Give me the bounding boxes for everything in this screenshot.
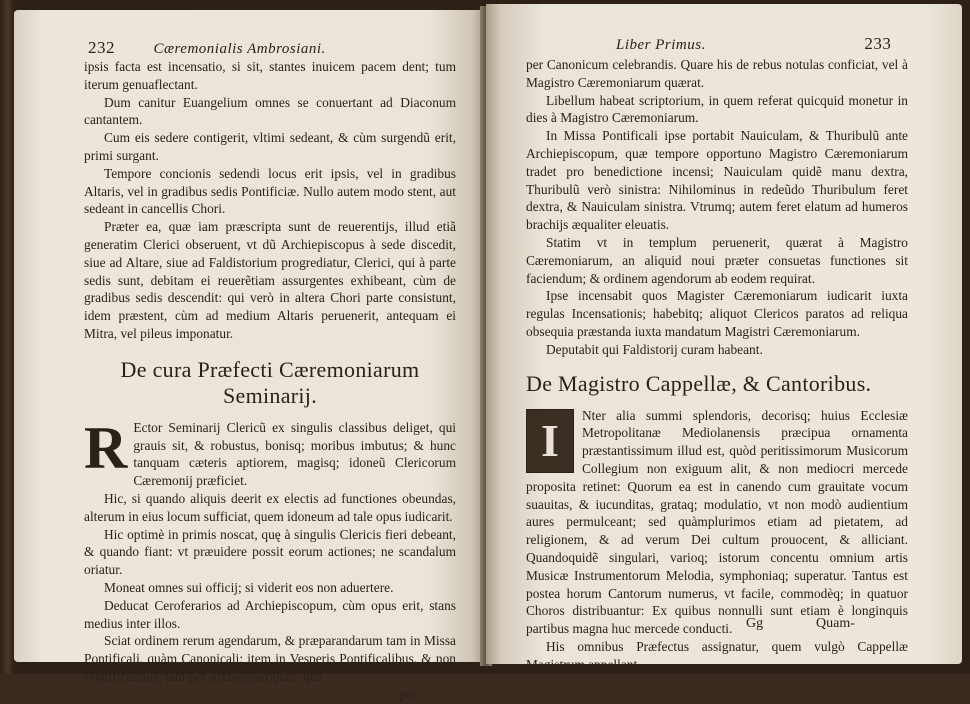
paragraph: Moneat omnes sui officij; si viderit eos non aduertere. (104, 579, 394, 595)
paragraph-text: Nter alia summi splendoris, decorisq; huius Ecclesiæ Metropolitanæ Mediolanensis præcipua ornamenta præstantissimum illud est, quòd peritissimorum Musicorum Collegium non exiguum alit, & non mediocri mercede proposita retinet: Quorum ea est in canendo cum grauitate vocum suauitas, & iucunditas, grataq; modulatio, vt non modò audientium aures permulceant; sed quàmplurimos etiam ad pietatem, ad religionem, & ad verum Dei cultum prouocent, & alliciant. Quandoquidẽ singulari, varioq; istorum concentu omnium artis Musicæ Instrumentorum Melodia, symphoniaq; superatur. Tantus est postea horum Cantorum numerus, vt facile, commodèq; in quatuor Choros distribuantur: Ex quibus nonnulli sunt etiam è longinquis partibus magna huc mercede conducti. (526, 407, 908, 637)
catchword: Quam- (816, 616, 855, 631)
paragraph: Dum canitur Euangelium omnes se conuertant ad Diaconum cantantem. (84, 94, 456, 128)
paragraph-with-initial (84, 414, 456, 490)
left-page (14, 10, 486, 702)
right-running-title: Liber Primus. (616, 37, 706, 53)
right-page-number: 233 (864, 34, 892, 53)
paragraph: Deducat Ceroferarios ad Archiepiscopum, cùm opus erit, stans medius inter illos. (84, 597, 456, 631)
left-running-head (88, 38, 428, 58)
catchword: per (398, 686, 416, 702)
paragraph: per Canonicum celebrandis. Quare his de rebus notulas conficiat, vel à Magistro Cæremoniarum quærat. (526, 57, 908, 90)
ornamental-initial: I (526, 409, 574, 473)
paragraph: Præter ea, quæ iam præscripta sunt de reuerentijs, illud etiã generatim Clerici obseruent, vt dũ Archiepiscopus à sede discedit, siue ad Altare, siue ad Faldistorium progrediatur, Clerici, qui à parte sedis sunt, debitam ei reuerẽtiam assurgentes exhibeant, cùm de gradibus sedis descendit: qui verò in altera Chori parte consistunt, idem præstent, cùm ad medium Altaris peruenerit, antequam ei Mitra, vel pileus imponatur. (84, 219, 456, 341)
paragraph: Hic optimè in primis noscat, quę à singulis Clericis fieri debeant, & quando fiant: vt præuidere possit eorum actiones; ne scandalum oriatur. (84, 526, 456, 578)
left-running-title: Cæremonialis Ambrosiani. (153, 41, 326, 57)
right-running-head (616, 34, 956, 54)
right-page (486, 4, 962, 672)
left-text-block (84, 58, 456, 704)
paragraph: Sciat ordinem rerum agendarum, & præparandarum tam in Missa Pontificali, quàm Canonicali; item in Vesperis Pontificalibus, & non Pontificalibus, tam per Archiepiscopum, quà (84, 633, 456, 684)
drop-capital: R (84, 414, 128, 481)
left-page-number: 232 (88, 38, 115, 57)
paragraph: Hic, si quando aliquis deerit ex electis ad functiones obeundas, alterum in eius locum sufficiat, quem idoneum ad tale opus iudicarit. (84, 490, 456, 524)
paragraph: His omnibus Præfectus assignatur, quem vulgò Cappellæ Magistrum appellant. (526, 638, 908, 672)
paragraph-text: Ector Seminarij Clericũ ex singulis classibus deliget, qui grauis sit, & robustus, bonisq; moribus imbutus; & hunc tanquam cæteris aptiorem, magisq; idoneũ Clericorum Cæremonij præficiet. (133, 419, 456, 489)
right-text-block (526, 56, 908, 674)
signature-mark: Gg (746, 616, 764, 631)
paragraph: Libellum habeat scriptorium, in quem referat quicquid monetur in dies à Magistro Cæremoniarum. (526, 92, 908, 126)
section-heading: De Magistro Cappellæ, & Cantoribus. (526, 370, 872, 396)
section-heading: De cura Præfecti Cæremoniarum Seminarij. (120, 356, 420, 408)
paragraph: Cum eis sedere contigerit, vltimi sedeant, & cùm surgendũ erit, primi surgant. (84, 130, 456, 163)
paragraph: In Missa Pontificali ipse portabit Nauiculam, & Thuribulũ ante Archiepiscopum, quæ tempore opportuno Magistro Cæremoniarum tradet pro benedictione incensi; Nauiculam quidẽ manu dextra, Thuribulũ verò sinistra: Nihilominus in redeũdo Thuribulum feret dextra, & Nauiculam sinistra. Vtrumq; autem feret elatum ad humeros brachijs æqualiter eleuatis. (526, 128, 908, 233)
paragraph: Deputabit qui Faldistorij curam habeant. (546, 341, 763, 357)
paragraph: Tempore concionis sedendi locus erit ipsis, vel in gradibus Altaris, vel in gradibus sedis Pontificiæ. Nullo autem modo stent, aut sedeant in cancellis Chori. (84, 165, 456, 217)
paragraph: Statim vt in templum peruenerit, quærat à Magistro Cæremoniarum, an aliquid noui præter consuetas functiones sit faciendum; & ordinem agendorum ab eodem requirat. (526, 234, 908, 286)
paragraph: Ipse incensabit quos Magister Cæremoniarum iudicarit iuxta regulas Incensationis; habebitq; aliquot Clericos paratos ad reliqua obsequia præstanda iuxta mandatum Magistri Cæremoniarum. (526, 288, 908, 339)
paragraph: ipsis facta est incensatio, si sit, stantes inuicem pacem dent; tum iterum genuaflectant. (84, 59, 456, 92)
paragraph-with-initial (526, 407, 908, 638)
